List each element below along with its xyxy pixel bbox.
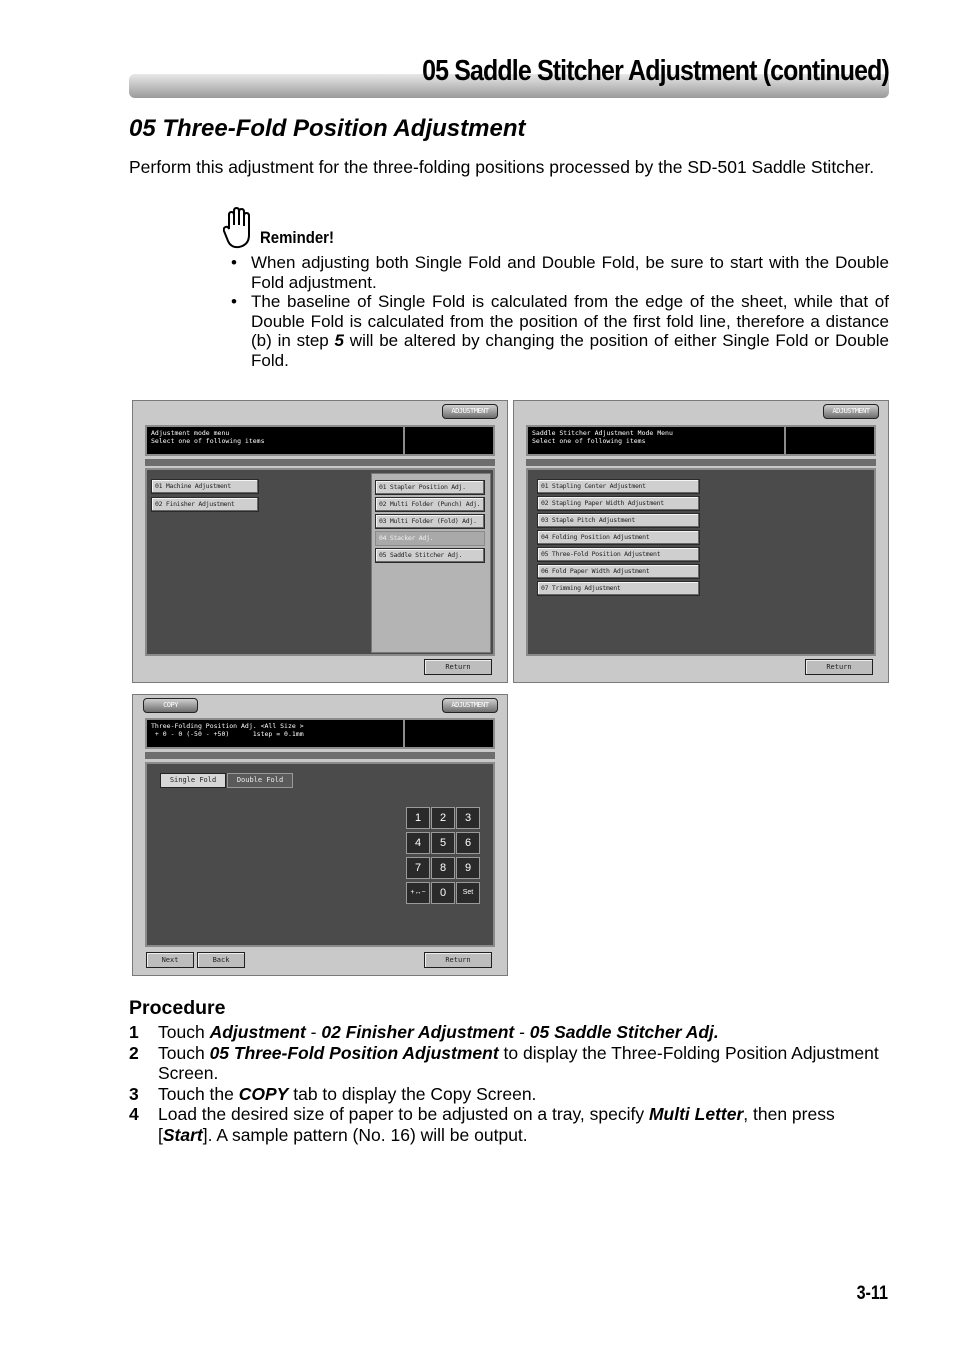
return-button[interactable]: Return (424, 659, 492, 675)
copy-tab-button[interactable]: COPY (143, 698, 198, 713)
procedure-step: 3 Touch the COPY tab to display the Copy Screen. (129, 1083, 537, 1104)
message-text: Adjustment mode menu Select one of following items (151, 429, 265, 445)
message-side-box (403, 425, 495, 456)
adjustment-tab-button[interactable]: ADJUSTMENT (442, 698, 498, 713)
procedure-step: 1 Touch Adjustment - 02 Finisher Adjustment - 05 Saddle Stitcher Adj. (129, 1022, 719, 1042)
divider-stripe (145, 752, 495, 759)
menu-item-three-fold-position[interactable]: 05 Three-Fold Position Adjustment (537, 547, 700, 562)
three-fold-adjustment-screen (132, 694, 508, 976)
message-text: Saddle Stitcher Adjustment Mode Menu Select one of following items (532, 429, 673, 445)
key-2[interactable]: 2 (431, 807, 455, 829)
key-4[interactable]: 4 (406, 832, 430, 854)
divider-stripe (145, 459, 495, 466)
tab-single-fold[interactable]: Single Fold (160, 773, 226, 788)
return-button[interactable]: Return (805, 659, 873, 675)
key-3[interactable]: 3 (456, 807, 480, 829)
menu-item-machine-adjustment[interactable]: 01 Machine Adjustment (151, 479, 259, 494)
menu-item-stapling-center[interactable]: 01 Stapling Center Adjustment (537, 479, 700, 494)
menu-panel (526, 468, 876, 656)
section-title: 05 Three-Fold Position Adjustment (129, 115, 526, 142)
message-text: Three-Folding Position Adj. <All Size > + 0 - 0 (-50 - +50) 1step = 0.1mm (151, 722, 304, 738)
tab-double-fold[interactable]: Double Fold (227, 773, 293, 788)
message-side-box (403, 718, 495, 749)
menu-item-folding-position[interactable]: 04 Folding Position Adjustment (537, 530, 700, 545)
key-6[interactable]: 6 (456, 832, 480, 854)
message-side-box (784, 425, 876, 456)
adjustment-tab-button[interactable]: ADJUSTMENT (823, 404, 879, 419)
menu-panel (145, 468, 495, 656)
adjustment-mode-screen (132, 400, 508, 683)
page-number: 3-11 (856, 1283, 888, 1304)
return-button[interactable]: Return (424, 952, 492, 968)
key-9[interactable]: 9 (456, 857, 480, 879)
menu-item-trimming[interactable]: 07 Trimming Adjustment (537, 581, 700, 596)
menu-item-multi-folder-punch[interactable]: 02 Multi Folder (Punch) Adj. (375, 497, 485, 512)
reminder-label: Reminder! (260, 228, 335, 247)
menu-item-stacker: 04 Stacker Adj. (375, 531, 485, 546)
adjustment-tab-button[interactable]: ADJUSTMENT (442, 404, 498, 419)
procedure-step: 4 Load the desired size of paper to be adjusted on a tray, specify Multi Letter, then press [Start]. A sample pattern (No. 16) will be output. (129, 1104, 835, 1145)
procedure-heading: Procedure (129, 997, 226, 1019)
key-7[interactable]: 7 (406, 857, 430, 879)
message-area (145, 718, 495, 749)
reminder-list (229, 253, 889, 370)
saddle-stitcher-menu-screen (513, 400, 889, 683)
menu-item-fold-paper-width[interactable]: 06 Fold Paper Width Adjustment (537, 564, 700, 579)
reminder-item: • When adjusting both Single Fold and Double Fold, be sure to start with the Double Fold adjustment. (229, 253, 889, 292)
submenu-panel (371, 473, 491, 653)
procedure-steps (129, 1022, 889, 1145)
page-header-title: 05 Saddle Stitcher Adjustment (continued) (422, 55, 889, 87)
message-area (526, 425, 876, 456)
key-5[interactable]: 5 (431, 832, 455, 854)
menu-item-finisher-adjustment[interactable]: 02 Finisher Adjustment (151, 497, 259, 512)
key-0[interactable]: 0 (431, 882, 455, 904)
menu-item-stapling-paper-width[interactable]: 02 Stapling Paper Width Adjustment (537, 496, 700, 511)
adjustment-panel (145, 762, 495, 947)
divider-stripe (526, 459, 876, 466)
reminder-item: • The baseline of Single Fold is calculated from the edge of the sheet, while that of Double Fold is calculated from the position of the first fold line, therefore a distance (b) in step 5 will be altered by changing the position of either Single Fold or Double Fold. (229, 292, 889, 370)
next-button[interactable]: Next (146, 952, 194, 968)
menu-item-stapler-position[interactable]: 01 Stapler Position Adj. (375, 480, 485, 495)
procedure-step: 2 Touch 05 Three-Fold Position Adjustment to display the Three-Folding Position Adjustment Screen. (129, 1042, 879, 1083)
key-set[interactable]: Set (456, 882, 480, 904)
key-8[interactable]: 8 (431, 857, 455, 879)
menu-item-saddle-stitcher[interactable]: 05 Saddle Stitcher Adj. (375, 548, 485, 563)
intro-paragraph: Perform this adjustment for the three-folding positions processed by the SD-501 Saddle Stitcher. (129, 157, 875, 177)
menu-item-multi-folder-fold[interactable]: 03 Multi Folder (Fold) Adj. (375, 514, 485, 529)
hand-icon (223, 207, 253, 249)
key-1[interactable]: 1 (406, 807, 430, 829)
menu-item-staple-pitch[interactable]: 03 Staple Pitch Adjustment (537, 513, 700, 528)
back-button[interactable]: Back (197, 952, 245, 968)
key-plus-minus[interactable]: +↔− (406, 882, 430, 904)
message-area (145, 425, 495, 456)
